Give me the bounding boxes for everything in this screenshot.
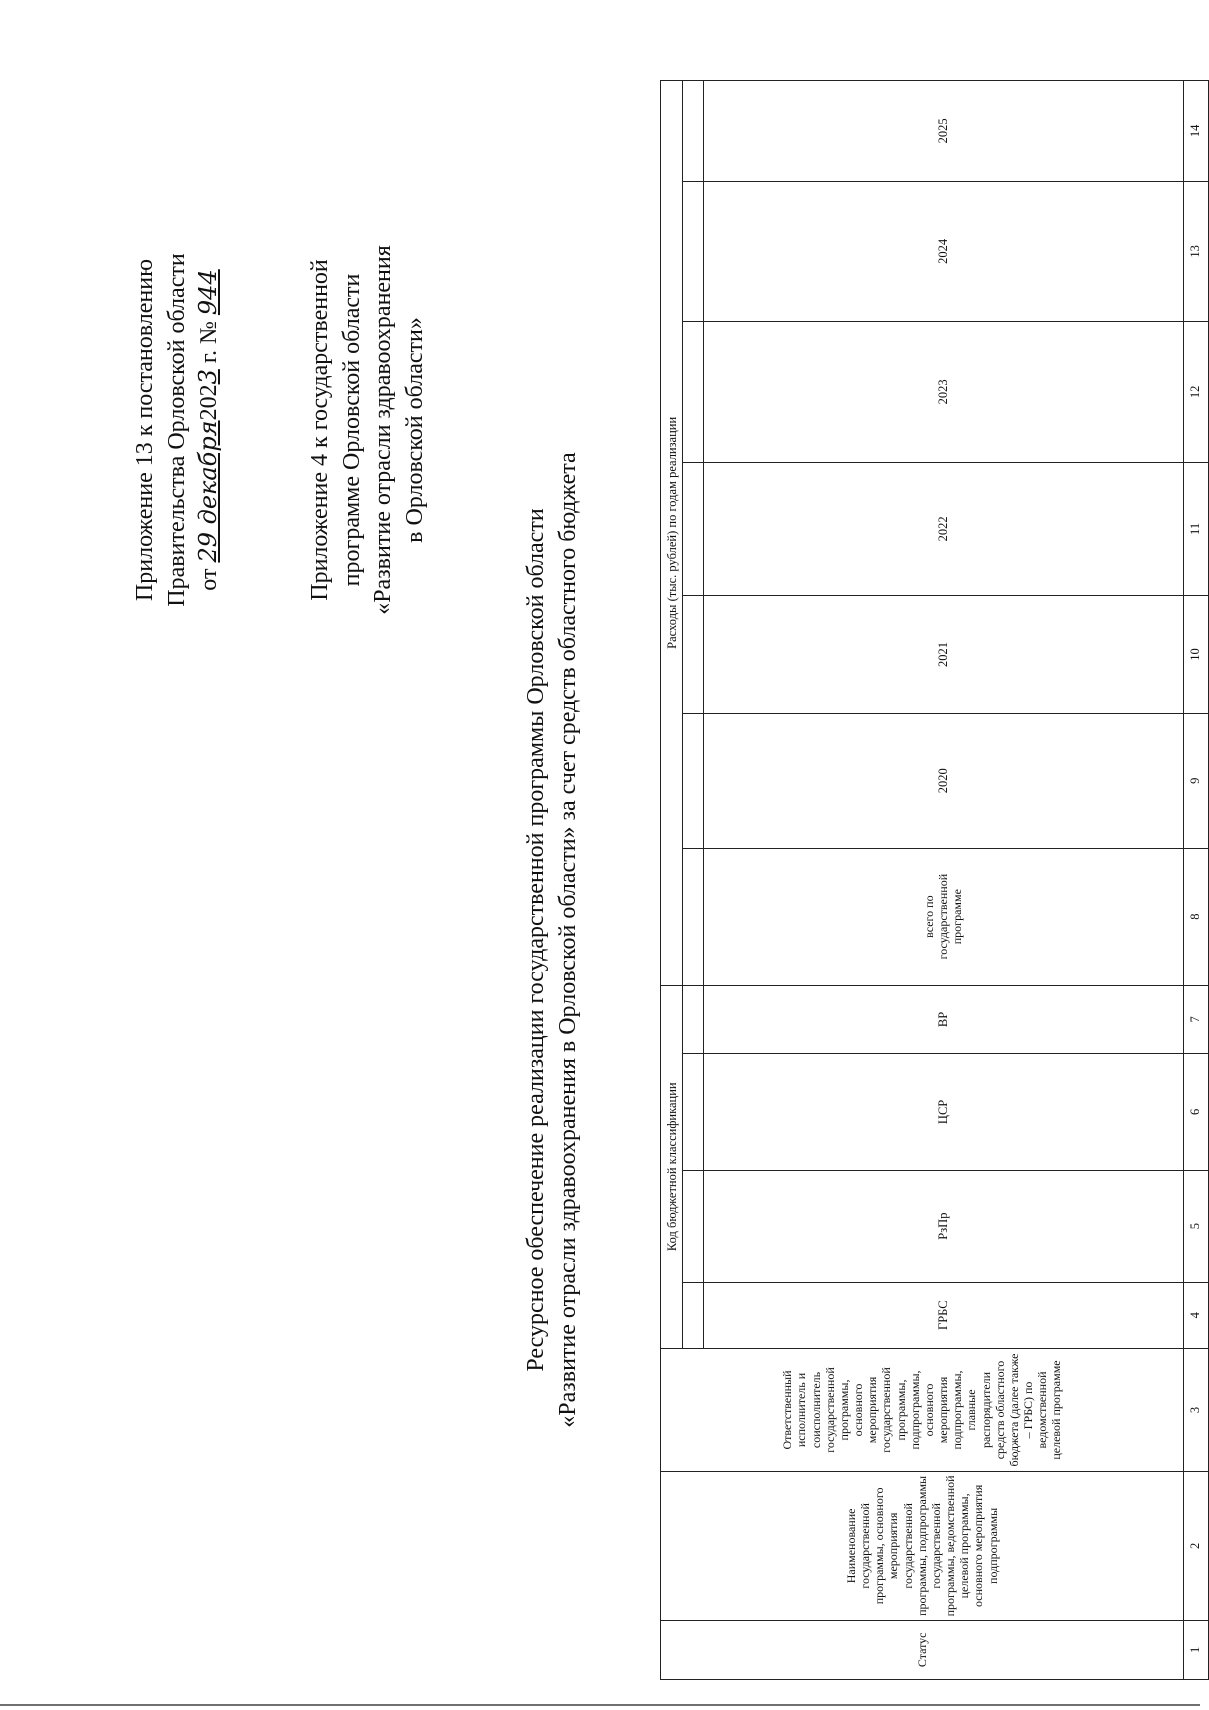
header-spacer <box>682 462 703 596</box>
document-heading <box>520 200 585 1680</box>
appendix-4-line1: Приложение 4 к государственной <box>307 259 333 601</box>
col-number: 1 <box>1183 1620 1208 1679</box>
header-expenses-group: Расходы (тыс. рублей) по годам реализации <box>661 81 683 986</box>
header-year-2023: 2023 <box>703 322 1183 462</box>
header-spacer <box>682 181 703 321</box>
header-year-2020: 2020 <box>703 713 1183 848</box>
header-csr: ЦСР <box>703 1054 1183 1170</box>
col-number: 4 <box>1183 1282 1208 1348</box>
header-spacer <box>682 1282 703 1348</box>
appendix-13-date-line: от 29 декабря2023 г. № 944 <box>194 269 223 591</box>
col-number: 6 <box>1183 1054 1208 1170</box>
header-budget-code-group: Код бюджетной классификации <box>661 985 683 1348</box>
scan-edge-bottom <box>0 1704 1200 1706</box>
heading-line2: «Развитие отрасли здравоохранения в Орловской области» за счет средств областного бюджета <box>555 452 582 1428</box>
appendix-4-block <box>305 160 432 700</box>
resource-table <box>660 80 1209 1680</box>
header-spacer <box>682 81 703 182</box>
appendix-13-block <box>130 160 226 700</box>
heading-line1: Ресурсное обеспечение реализации государственной программы Орловской области <box>523 508 549 1372</box>
col-number: 7 <box>1183 985 1208 1054</box>
appendix-13-line2: Правительства Орловской области <box>163 253 190 607</box>
handwritten-year-digit: 3 <box>194 369 223 385</box>
header-spacer <box>682 1170 703 1282</box>
header-status: Статус <box>661 1620 1184 1679</box>
handwritten-number: 944 <box>194 269 223 316</box>
col-number: 12 <box>1183 322 1208 462</box>
header-total: всего по государственной программе <box>703 848 1183 985</box>
col-number: 8 <box>1183 848 1208 985</box>
header-year-2021: 2021 <box>703 596 1183 714</box>
header-spacer <box>682 713 703 848</box>
header-spacer <box>682 848 703 985</box>
table-header-row-1 <box>661 81 683 1680</box>
header-name: Наименование государственной программы, основного мероприятия государственной программы, подпрограммы государственной программы, ведомственной целевой программы, основного мероприятия подпрограммы <box>661 1472 1184 1620</box>
header-year-2022: 2022 <box>703 462 1183 596</box>
column-number-row <box>1183 81 1208 1680</box>
header-grbs: ГРБС <box>703 1282 1183 1348</box>
header-rzpr: РзПр <box>703 1170 1183 1282</box>
header-responsible: Ответственный исполнитель и соисполнитель государственной программы, основного мероприятия государственной программы, подпрограммы, основного мероприятия подпрограммы, главные распорядители средств областного бюджета (далее также – ГРБС) по ведомственной целевой программе <box>661 1348 1184 1471</box>
appendix-13-line1: Приложение 13 к постановлению <box>132 258 158 602</box>
header-vr: ВР <box>703 985 1183 1054</box>
col-number: 13 <box>1183 181 1208 321</box>
header-year-2024: 2024 <box>703 181 1183 321</box>
col-number: 11 <box>1183 462 1208 596</box>
header-spacer <box>682 322 703 462</box>
appendix-4-line4: в Орловской области» <box>402 317 429 543</box>
header-spacer <box>682 596 703 714</box>
col-number: 2 <box>1183 1472 1208 1620</box>
col-number: 5 <box>1183 1170 1208 1282</box>
header-spacer <box>682 1054 703 1170</box>
handwritten-date: 29 декабря <box>194 420 223 563</box>
appendix-4-line2: программе Орловской области <box>338 273 365 587</box>
col-number: 14 <box>1183 81 1208 182</box>
header-year-2025: 2025 <box>703 81 1183 182</box>
header-spacer <box>682 985 703 1054</box>
appendix-4-line3: «Развитие отрасли здравоохранения <box>370 245 397 615</box>
col-number: 10 <box>1183 596 1208 714</box>
col-number: 9 <box>1183 713 1208 848</box>
col-number: 3 <box>1183 1348 1208 1471</box>
